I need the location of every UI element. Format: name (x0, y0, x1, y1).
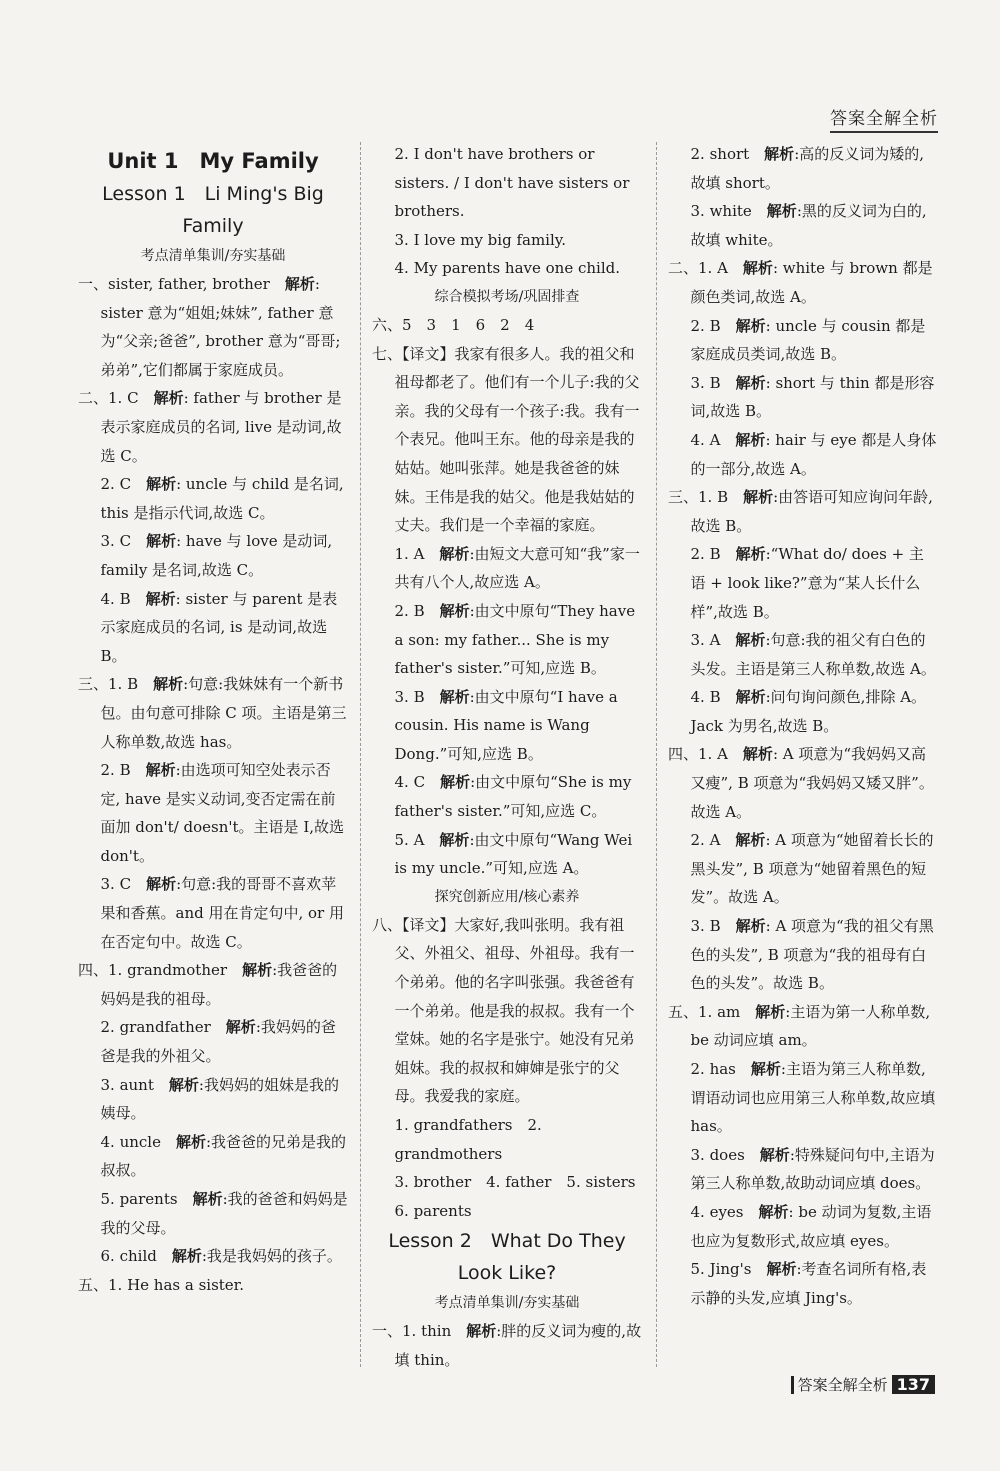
header-brand: 答案全解全析 (830, 104, 938, 133)
section-heading: 探究创新应用/核心素养 (434, 888, 580, 905)
column-divider (656, 142, 657, 1367)
section-heading: 考点清单集训/夯实基础 (434, 1295, 580, 1312)
answer-item: 二、1. C 解析: father 与 brother 是表示家庭成员的名词, live 是动词,故选 C。 (78, 389, 342, 465)
answer-item: 5. parents 解析:我的爸爸和妈妈是我的父母。 (100, 1190, 348, 1237)
answer-item: 4. My parents have one child. (394, 259, 621, 278)
answer-item: 二、1. A 解析: white 与 brown 都是颜色类词,故选 A。 (668, 259, 933, 306)
section-heading: 综合模拟考场/巩固排查 (434, 288, 580, 305)
answer-item: 5. A 解析:由文中原句“Wang Wei is my uncle.”可知,应选 A。 (394, 830, 633, 878)
answer-item: 4. C 解析:由文中原句“She is my father's sister.”可知,应选 C。 (394, 773, 632, 821)
answer-list (372, 140, 642, 283)
footer-bar (791, 1376, 794, 1394)
answer-item: 四、1. grandmother 解析:我爸爸的妈妈是我的祖母。 (78, 961, 338, 1008)
answer-item: 3. white 解析:黑的反义词为白的,故填 white。 (690, 202, 927, 249)
column-2 (372, 140, 642, 1375)
answer-item: 一、sister, father, brother 解析: sister 意为“姐姐;妹妹”, father 意为“父亲;爸爸”, brother 意为“哥哥;弟弟”,它们都属于家庭成员。 (78, 275, 341, 379)
answer-item: 3. C 解析: have 与 love 是动词, family 是名词,故选 C。 (100, 532, 333, 579)
answer-item: 2. I don't have brothers or sisters. / I don't have sisters or brothers. (394, 145, 630, 221)
lesson-2-title: Lesson 2 What Do They Look Like? (388, 1230, 626, 1285)
answer-item: 八、【译文】大家好,我叫张明。我有祖父、外祖父、祖母、外祖母。我有一个弟弟。他的名字叫张强。我爸爸有一个弟弟。他是我的叔叔。我有一个堂妹。她的名字是张宁。她没有兄弟姐妹。我的叔叔和婶婶是张宁的父母。我爱我的家庭。 (372, 915, 635, 1106)
answer-item: 3. B 解析:由文中原句“I have a cousin. His name is Wang Dong.”可知,应选 B。 (394, 687, 618, 763)
lesson-1-title: Lesson 1 Li Ming's Big Family (102, 183, 324, 237)
answer-item: 3. B 解析: short 与 thin 都是形容词,故选 B。 (690, 373, 935, 421)
answer-list (372, 311, 642, 883)
answer-item: 六、5 3 1 6 2 4 (372, 315, 535, 334)
answer-list (78, 270, 348, 1299)
answer-item: 3. C 解析:句意:我的哥哥不喜欢苹果和香蕉。and 用在肯定句中, or 用在否定句中。故选 C。 (100, 875, 344, 951)
answer-item: 2. B 解析:“What do/ does + 主语 + look like?”意为“某人长什么样”,故选 B。 (690, 545, 924, 621)
answer-item: 三、1. B 解析:句意:我妹妹有一个新书包。由句意可排除 C 项。主语是第三人称单数,故选 has。 (78, 675, 347, 751)
answer-item: 七、【译文】我家有很多人。我的祖父和祖母都老了。他们有一个儿子:我的父亲。我的父母有一个孩子:我。我有一个表兄。他叫王东。他的母亲是我的姑姑。她叫张萍。她是我爸爸的妹妹。王伟是我的姑父。他是我姑姑的丈夫。我们是一个幸福的家庭。 (372, 344, 640, 535)
answer-item: 2. C 解析: uncle 与 child 是名词, this 是指示代词,故选 C。 (100, 475, 344, 522)
page-footer (791, 1374, 935, 1395)
answer-item: 4. uncle 解析:我爸爸的兄弟是我的叔叔。 (100, 1132, 347, 1180)
answer-item: 3. A 解析:句意:我的祖父有白色的头发。主语是第三人称单数,故选 A。 (690, 631, 936, 678)
answer-item: 2. A 解析: A 项意为“她留着长长的黑头发”, B 项意为“她留着黑色的短发”。故选 A。 (690, 831, 934, 907)
answer-item: 3. I love my big family. (394, 230, 567, 249)
answer-item: 6. child 解析:我是我妈妈的孩子。 (100, 1247, 342, 1266)
column-3 (668, 140, 938, 1312)
answer-item: 4. B 解析:问句询问颜色,排除 A。Jack 为男名,故选 B。 (690, 688, 927, 735)
answer-item: 5. Jing's 解析:考查名词所有格,表示静的头发,应填 Jing's。 (690, 1260, 927, 1307)
answer-item: 五、1. am 解析:主语为第一人称单数, be 动词应填 am。 (668, 1002, 931, 1050)
answer-item: 2. B 解析:由选项可知空处表示否定, have 是实义动词,变否定需在前面加 don't/ doesn't。主语是 I,故选 don't。 (100, 761, 345, 865)
answer-item: 2. grandfather 解析:我妈妈的爸爸是我的外祖父。 (100, 1018, 336, 1066)
answer-item: 一、1. thin 解析:胖的反义词为瘦的,故填 thin。 (372, 1322, 642, 1369)
answer-item: 6. parents (394, 1201, 472, 1220)
answer-item: 4. B 解析: sister 与 parent 是表示家庭成员的名词, is 是动词,故选 B。 (100, 589, 338, 665)
answer-item: 五、1. He has a sister. (78, 1275, 244, 1294)
answer-item: 4. eyes 解析: be 动词为复数,主语也应为复数形式,故应填 eyes。 (690, 1202, 932, 1250)
answer-item: 3. does 解析:特殊疑问句中,主语为第三人称单数,故助动词应填 does。 (690, 1145, 935, 1193)
answer-item: 4. A 解析: hair 与 eye 都是人身体的一部分,故选 A。 (690, 430, 937, 478)
answer-item: 2. B 解析: uncle 与 cousin 都是家庭成员类词,故选 B。 (690, 316, 926, 364)
footer-brand: 答案全解全析 (797, 1376, 888, 1394)
answer-item: 3. aunt 解析:我妈妈的姐妹是我的姨母。 (100, 1075, 339, 1123)
answer-item: 1. grandfathers 2. grandmothers (394, 1116, 542, 1163)
answer-item: 2. short 解析:高的反义词为矮的,故填 short。 (690, 145, 925, 192)
answer-item: 1. A 解析:由短文大意可知“我”家一共有八个人,故应选 A。 (394, 544, 640, 592)
answer-list (372, 1317, 642, 1374)
answer-item: 2. has 解析:主语为第三人称单数,谓语动词也应用第三人称单数,故应填 has。 (690, 1060, 936, 1136)
answer-item: 3. brother 4. father 5. sisters (394, 1173, 636, 1192)
answer-list (372, 911, 642, 1226)
answer-item: 3. B 解析: A 项意为“我的祖父有黑色的头发”, B 项意为“我的祖母有白色的头发”。故选 B。 (690, 917, 934, 993)
column-divider (360, 142, 361, 1367)
section-heading: 考点清单集训/夯实基础 (140, 248, 286, 264)
unit-title: Unit 1 My Family (107, 149, 319, 173)
answer-list (668, 140, 938, 1312)
answer-item: 四、1. A 解析: A 项意为“我妈妈又高又瘦”, B 项意为“我妈妈又矮又胖”。故选 A。 (668, 745, 934, 821)
column-1 (78, 140, 348, 1299)
answer-item: 2. B 解析:由文中原句“They have a son: my father... She is my father's sister.”可知,应选 B。 (394, 601, 636, 678)
answer-item: 三、1. B 解析:由答语可知应询问年龄,故选 B。 (668, 488, 933, 535)
page-number: 137 (892, 1375, 935, 1394)
